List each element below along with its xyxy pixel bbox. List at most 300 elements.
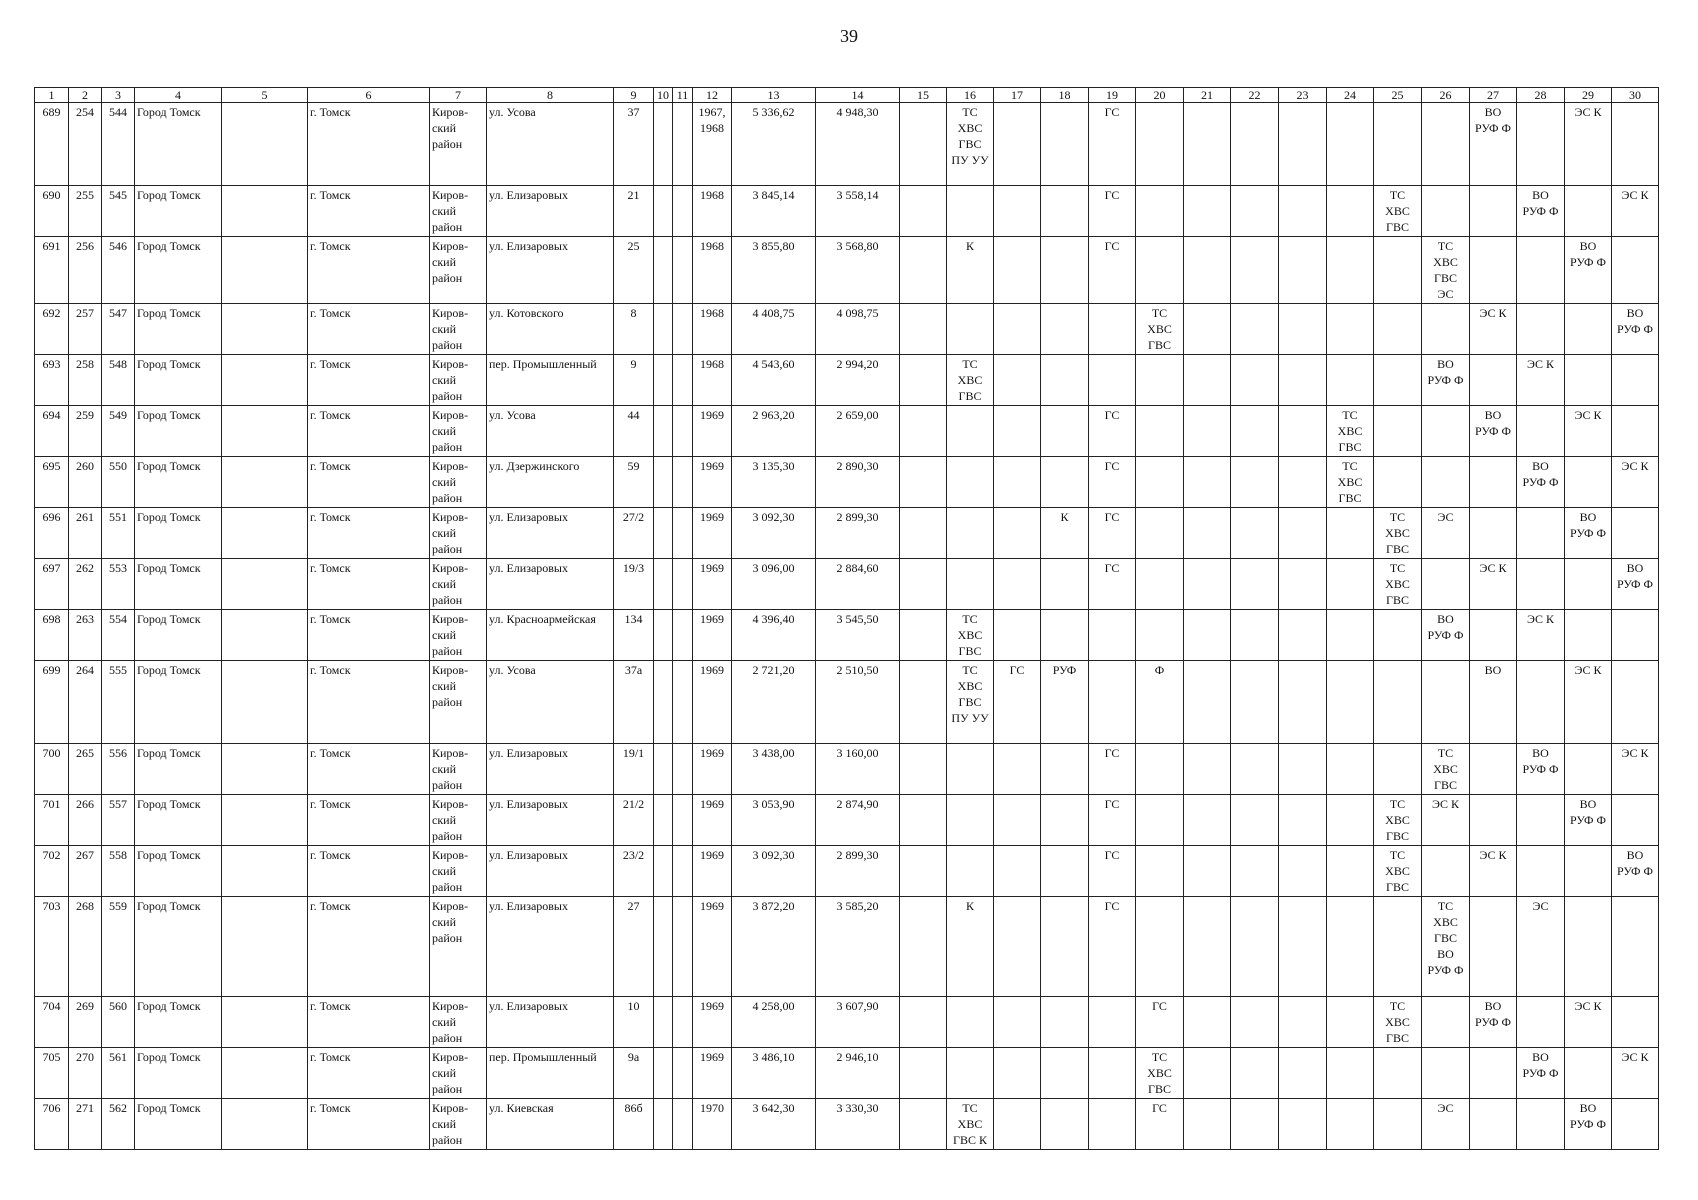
cell-col-1: 702: [35, 846, 69, 897]
cell-col-13: 2 721,20: [732, 661, 816, 744]
cell-col-19: ГС: [1089, 406, 1136, 457]
cell-col-9: 19/3: [614, 559, 654, 610]
cell-col-29: [1565, 744, 1612, 795]
cell-col-19: ГС: [1089, 508, 1136, 559]
cell-col-21: [1184, 1099, 1231, 1150]
cell-col-14: 3 585,20: [816, 897, 900, 997]
cell-col-11: [673, 237, 693, 304]
cell-col-10: [654, 846, 673, 897]
cell-col-23: [1279, 304, 1327, 355]
cell-col-28: [1517, 304, 1565, 355]
col-header-2: 2: [69, 88, 102, 103]
cell-col-1: 701: [35, 795, 69, 846]
cell-col-28: ВО РУФ Ф: [1517, 457, 1565, 508]
cell-col-5: [222, 846, 308, 897]
cell-col-25: [1374, 661, 1422, 744]
cell-col-25: [1374, 457, 1422, 508]
cell-col-24: ТС ХВС ГВС: [1327, 457, 1374, 508]
cell-col-22: [1231, 744, 1279, 795]
cell-col-19: [1089, 1048, 1136, 1099]
cell-col-7: Киров- ский район: [430, 237, 487, 304]
cell-col-11: [673, 186, 693, 237]
table-row: [35, 457, 1659, 508]
cell-col-14: 2 890,30: [816, 457, 900, 508]
cell-col-30: [1612, 508, 1659, 559]
cell-col-30: ЭС К: [1612, 186, 1659, 237]
cell-col-28: [1517, 846, 1565, 897]
cell-col-4: Город Томск: [135, 186, 222, 237]
cell-col-20: [1136, 610, 1184, 661]
cell-col-28: [1517, 406, 1565, 457]
col-header-21: 21: [1184, 88, 1231, 103]
cell-col-25: ТС ХВС ГВС: [1374, 559, 1422, 610]
cell-col-21: [1184, 103, 1231, 186]
cell-col-26: [1422, 304, 1470, 355]
cell-col-17: [994, 559, 1041, 610]
cell-col-17: [994, 846, 1041, 897]
cell-col-29: [1565, 186, 1612, 237]
cell-col-12: 1969: [693, 744, 732, 795]
cell-col-23: [1279, 508, 1327, 559]
cell-col-24: [1327, 559, 1374, 610]
cell-col-11: [673, 661, 693, 744]
cell-col-20: [1136, 508, 1184, 559]
cell-col-3: 557: [102, 795, 135, 846]
cell-col-5: [222, 103, 308, 186]
cell-col-4: Город Томск: [135, 610, 222, 661]
cell-col-6: г. Томск: [308, 186, 430, 237]
cell-col-26: [1422, 406, 1470, 457]
cell-col-5: [222, 186, 308, 237]
cell-col-27: [1470, 795, 1517, 846]
cell-col-21: [1184, 846, 1231, 897]
cell-col-1: 690: [35, 186, 69, 237]
cell-col-1: 705: [35, 1048, 69, 1099]
cell-col-28: ВО РУФ Ф: [1517, 1048, 1565, 1099]
cell-col-22: [1231, 610, 1279, 661]
cell-col-6: г. Томск: [308, 508, 430, 559]
cell-col-27: [1470, 610, 1517, 661]
cell-col-24: [1327, 1048, 1374, 1099]
cell-col-28: [1517, 1099, 1565, 1150]
cell-col-2: 261: [69, 508, 102, 559]
cell-col-10: [654, 661, 673, 744]
col-header-17: 17: [994, 88, 1041, 103]
cell-col-7: Киров- ский район: [430, 186, 487, 237]
cell-col-8: ул. Усова: [487, 661, 614, 744]
cell-col-18: [1041, 457, 1089, 508]
cell-col-13: 2 963,20: [732, 406, 816, 457]
cell-col-17: [994, 795, 1041, 846]
cell-col-21: [1184, 610, 1231, 661]
cell-col-30: ВО РУФ Ф: [1612, 846, 1659, 897]
cell-col-15: [900, 508, 947, 559]
cell-col-23: [1279, 661, 1327, 744]
cell-col-14: 2 659,00: [816, 406, 900, 457]
cell-col-3: 560: [102, 997, 135, 1048]
cell-col-17: [994, 897, 1041, 997]
cell-col-21: [1184, 744, 1231, 795]
cell-col-25: ТС ХВС ГВС: [1374, 186, 1422, 237]
cell-col-12: 1969: [693, 795, 732, 846]
cell-col-3: 554: [102, 610, 135, 661]
cell-col-4: Город Томск: [135, 997, 222, 1048]
col-header-13: 13: [732, 88, 816, 103]
cell-col-20: [1136, 846, 1184, 897]
col-header-6: 6: [308, 88, 430, 103]
cell-col-19: [1089, 661, 1136, 744]
cell-col-12: 1970: [693, 1099, 732, 1150]
cell-col-30: ВО РУФ Ф: [1612, 304, 1659, 355]
cell-col-9: 21/2: [614, 795, 654, 846]
cell-col-20: ГС: [1136, 997, 1184, 1048]
cell-col-26: ТС ХВС ГВС ВО РУФ Ф: [1422, 897, 1470, 997]
cell-col-20: [1136, 355, 1184, 406]
cell-col-17: [994, 508, 1041, 559]
cell-col-11: [673, 1099, 693, 1150]
cell-col-2: 270: [69, 1048, 102, 1099]
cell-col-14: 2 899,30: [816, 846, 900, 897]
cell-col-29: [1565, 1048, 1612, 1099]
cell-col-25: [1374, 1048, 1422, 1099]
cell-col-21: [1184, 457, 1231, 508]
cell-col-5: [222, 355, 308, 406]
cell-col-19: ГС: [1089, 237, 1136, 304]
cell-col-26: ЭС: [1422, 1099, 1470, 1150]
cell-col-13: 3 845,14: [732, 186, 816, 237]
cell-col-8: ул. Елизаровых: [487, 186, 614, 237]
cell-col-12: 1969: [693, 897, 732, 997]
cell-col-10: [654, 103, 673, 186]
cell-col-16: [947, 406, 994, 457]
cell-col-24: ТС ХВС ГВС: [1327, 406, 1374, 457]
cell-col-9: 23/2: [614, 846, 654, 897]
cell-col-22: [1231, 186, 1279, 237]
cell-col-30: ВО РУФ Ф: [1612, 559, 1659, 610]
cell-col-27: [1470, 508, 1517, 559]
cell-col-29: ВО РУФ Ф: [1565, 1099, 1612, 1150]
cell-col-6: г. Томск: [308, 103, 430, 186]
cell-col-22: [1231, 559, 1279, 610]
cell-col-21: [1184, 508, 1231, 559]
cell-col-29: ВО РУФ Ф: [1565, 508, 1612, 559]
cell-col-13: 4 396,40: [732, 610, 816, 661]
cell-col-13: 3 855,80: [732, 237, 816, 304]
cell-col-25: ТС ХВС ГВС: [1374, 508, 1422, 559]
cell-col-15: [900, 355, 947, 406]
cell-col-9: 37: [614, 103, 654, 186]
cell-col-25: [1374, 897, 1422, 997]
cell-col-3: 561: [102, 1048, 135, 1099]
cell-col-19: ГС: [1089, 795, 1136, 846]
cell-col-10: [654, 186, 673, 237]
cell-col-19: [1089, 610, 1136, 661]
cell-col-19: ГС: [1089, 744, 1136, 795]
cell-col-10: [654, 406, 673, 457]
cell-col-24: [1327, 304, 1374, 355]
cell-col-2: 254: [69, 103, 102, 186]
page-number: 39: [840, 26, 858, 46]
cell-col-10: [654, 1048, 673, 1099]
cell-col-10: [654, 744, 673, 795]
cell-col-27: ЭС К: [1470, 559, 1517, 610]
cell-col-5: [222, 1048, 308, 1099]
cell-col-9: 9: [614, 355, 654, 406]
cell-col-12: 1969: [693, 846, 732, 897]
col-header-23: 23: [1279, 88, 1327, 103]
cell-col-6: г. Томск: [308, 846, 430, 897]
cell-col-14: 2 994,20: [816, 355, 900, 406]
cell-col-18: [1041, 355, 1089, 406]
cell-col-1: 689: [35, 103, 69, 186]
cell-col-15: [900, 661, 947, 744]
cell-col-30: [1612, 406, 1659, 457]
cell-col-12: 1968: [693, 186, 732, 237]
cell-col-28: ЭС: [1517, 897, 1565, 997]
cell-col-21: [1184, 795, 1231, 846]
cell-col-6: г. Томск: [308, 406, 430, 457]
cell-col-2: 262: [69, 559, 102, 610]
cell-col-27: ВО РУФ Ф: [1470, 103, 1517, 186]
cell-col-16: [947, 846, 994, 897]
table-row: [35, 237, 1659, 304]
housing-register-table: [34, 87, 1659, 1150]
cell-col-25: ТС ХВС ГВС: [1374, 795, 1422, 846]
cell-col-19: ГС: [1089, 897, 1136, 997]
cell-col-30: [1612, 103, 1659, 186]
cell-col-5: [222, 897, 308, 997]
cell-col-3: 562: [102, 1099, 135, 1150]
cell-col-7: Киров- ский район: [430, 795, 487, 846]
cell-col-24: [1327, 997, 1374, 1048]
cell-col-19: ГС: [1089, 103, 1136, 186]
cell-col-12: 1969: [693, 457, 732, 508]
cell-col-12: 1969: [693, 661, 732, 744]
cell-col-21: [1184, 355, 1231, 406]
cell-col-9: 27/2: [614, 508, 654, 559]
cell-col-22: [1231, 897, 1279, 997]
cell-col-19: [1089, 997, 1136, 1048]
cell-col-13: 3 486,10: [732, 1048, 816, 1099]
cell-col-9: 44: [614, 406, 654, 457]
cell-col-28: ВО РУФ Ф: [1517, 744, 1565, 795]
table-row: [35, 103, 1659, 186]
cell-col-25: [1374, 1099, 1422, 1150]
cell-col-13: 4 543,60: [732, 355, 816, 406]
cell-col-23: [1279, 1099, 1327, 1150]
cell-col-28: [1517, 508, 1565, 559]
cell-col-8: пер. Промышленный: [487, 355, 614, 406]
cell-col-5: [222, 304, 308, 355]
cell-col-2: 257: [69, 304, 102, 355]
cell-col-17: [994, 103, 1041, 186]
cell-col-26: ТС ХВС ГВС ЭС: [1422, 237, 1470, 304]
table-row: [35, 795, 1659, 846]
cell-col-18: [1041, 304, 1089, 355]
cell-col-26: ВО РУФ Ф: [1422, 355, 1470, 406]
cell-col-13: 4 408,75: [732, 304, 816, 355]
cell-col-24: [1327, 186, 1374, 237]
cell-col-23: [1279, 795, 1327, 846]
table-row: [35, 744, 1659, 795]
cell-col-11: [673, 610, 693, 661]
cell-col-30: [1612, 997, 1659, 1048]
table-row: [35, 610, 1659, 661]
cell-col-19: ГС: [1089, 846, 1136, 897]
cell-col-6: г. Томск: [308, 610, 430, 661]
cell-col-3: 550: [102, 457, 135, 508]
cell-col-14: 3 607,90: [816, 997, 900, 1048]
cell-col-2: 266: [69, 795, 102, 846]
cell-col-24: [1327, 508, 1374, 559]
cell-col-18: [1041, 744, 1089, 795]
cell-col-2: 256: [69, 237, 102, 304]
cell-col-5: [222, 997, 308, 1048]
cell-col-7: Киров- ский район: [430, 661, 487, 744]
cell-col-29: [1565, 304, 1612, 355]
cell-col-28: [1517, 559, 1565, 610]
cell-col-30: ЭС К: [1612, 457, 1659, 508]
cell-col-22: [1231, 457, 1279, 508]
cell-col-6: г. Томск: [308, 559, 430, 610]
cell-col-17: [994, 355, 1041, 406]
cell-col-22: [1231, 103, 1279, 186]
cell-col-3: 547: [102, 304, 135, 355]
cell-col-12: 1968: [693, 355, 732, 406]
cell-col-17: ГС: [994, 661, 1041, 744]
col-header-22: 22: [1231, 88, 1279, 103]
cell-col-1: 697: [35, 559, 69, 610]
col-header-26: 26: [1422, 88, 1470, 103]
cell-col-12: 1969: [693, 997, 732, 1048]
col-header-18: 18: [1041, 88, 1089, 103]
cell-col-30: [1612, 1099, 1659, 1150]
cell-col-20: [1136, 103, 1184, 186]
cell-col-13: 5 336,62: [732, 103, 816, 186]
cell-col-4: Город Томск: [135, 304, 222, 355]
cell-col-1: 691: [35, 237, 69, 304]
cell-col-30: [1612, 661, 1659, 744]
cell-col-8: ул. Елизаровых: [487, 237, 614, 304]
cell-col-24: [1327, 897, 1374, 997]
cell-col-24: [1327, 237, 1374, 304]
cell-col-14: 4 948,30: [816, 103, 900, 186]
cell-col-11: [673, 457, 693, 508]
cell-col-14: 2 899,30: [816, 508, 900, 559]
cell-col-11: [673, 897, 693, 997]
cell-col-19: ГС: [1089, 186, 1136, 237]
cell-col-18: [1041, 559, 1089, 610]
cell-col-27: [1470, 355, 1517, 406]
cell-col-27: [1470, 186, 1517, 237]
cell-col-4: Город Томск: [135, 237, 222, 304]
cell-col-8: ул. Елизаровых: [487, 795, 614, 846]
cell-col-20: [1136, 406, 1184, 457]
cell-col-20: ТС ХВС ГВС: [1136, 1048, 1184, 1099]
cell-col-29: [1565, 846, 1612, 897]
cell-col-12: 1969: [693, 508, 732, 559]
cell-col-7: Киров- ский район: [430, 355, 487, 406]
cell-col-24: [1327, 661, 1374, 744]
cell-col-19: ГС: [1089, 559, 1136, 610]
cell-col-3: 558: [102, 846, 135, 897]
cell-col-16: К: [947, 897, 994, 997]
cell-col-26: [1422, 103, 1470, 186]
cell-col-7: Киров- ский район: [430, 304, 487, 355]
cell-col-4: Город Томск: [135, 661, 222, 744]
cell-col-1: 696: [35, 508, 69, 559]
cell-col-22: [1231, 508, 1279, 559]
cell-col-17: [994, 304, 1041, 355]
table-row: [35, 355, 1659, 406]
col-header-1: 1: [35, 88, 69, 103]
cell-col-22: [1231, 846, 1279, 897]
cell-col-7: Киров- ский район: [430, 559, 487, 610]
col-header-10: 10: [654, 88, 673, 103]
col-header-11: 11: [673, 88, 693, 103]
cell-col-4: Город Томск: [135, 103, 222, 186]
cell-col-8: ул. Киевская: [487, 1099, 614, 1150]
cell-col-29: ЭС К: [1565, 997, 1612, 1048]
cell-col-15: [900, 997, 947, 1048]
cell-col-15: [900, 1099, 947, 1150]
cell-col-25: [1374, 103, 1422, 186]
col-header-25: 25: [1374, 88, 1422, 103]
cell-col-17: [994, 237, 1041, 304]
cell-col-25: [1374, 610, 1422, 661]
cell-col-16: ТС ХВС ГВС: [947, 355, 994, 406]
cell-col-12: 1968: [693, 304, 732, 355]
table-row: [35, 997, 1659, 1048]
cell-col-18: [1041, 186, 1089, 237]
cell-col-3: 556: [102, 744, 135, 795]
cell-col-27: ВО РУФ Ф: [1470, 997, 1517, 1048]
cell-col-2: 265: [69, 744, 102, 795]
cell-col-14: 2 946,10: [816, 1048, 900, 1099]
cell-col-10: [654, 457, 673, 508]
cell-col-13: 3 872,20: [732, 897, 816, 997]
cell-col-23: [1279, 186, 1327, 237]
cell-col-15: [900, 406, 947, 457]
cell-col-26: [1422, 997, 1470, 1048]
cell-col-16: ТС ХВС ГВС ПУ УУ: [947, 661, 994, 744]
cell-col-11: [673, 846, 693, 897]
cell-col-30: ЭС К: [1612, 744, 1659, 795]
cell-col-15: [900, 237, 947, 304]
table-row: [35, 661, 1659, 744]
cell-col-4: Город Томск: [135, 897, 222, 997]
cell-col-18: [1041, 237, 1089, 304]
col-header-9: 9: [614, 88, 654, 103]
cell-col-5: [222, 237, 308, 304]
cell-col-19: ГС: [1089, 457, 1136, 508]
cell-col-1: 704: [35, 997, 69, 1048]
cell-col-4: Город Томск: [135, 457, 222, 508]
cell-col-18: [1041, 846, 1089, 897]
cell-col-21: [1184, 1048, 1231, 1099]
col-header-4: 4: [135, 88, 222, 103]
cell-col-23: [1279, 997, 1327, 1048]
cell-col-15: [900, 795, 947, 846]
table-row: [35, 304, 1659, 355]
col-header-5: 5: [222, 88, 308, 103]
cell-col-2: 271: [69, 1099, 102, 1150]
cell-col-23: [1279, 559, 1327, 610]
cell-col-3: 559: [102, 897, 135, 997]
cell-col-3: 544: [102, 103, 135, 186]
cell-col-5: [222, 406, 308, 457]
cell-col-10: [654, 508, 673, 559]
